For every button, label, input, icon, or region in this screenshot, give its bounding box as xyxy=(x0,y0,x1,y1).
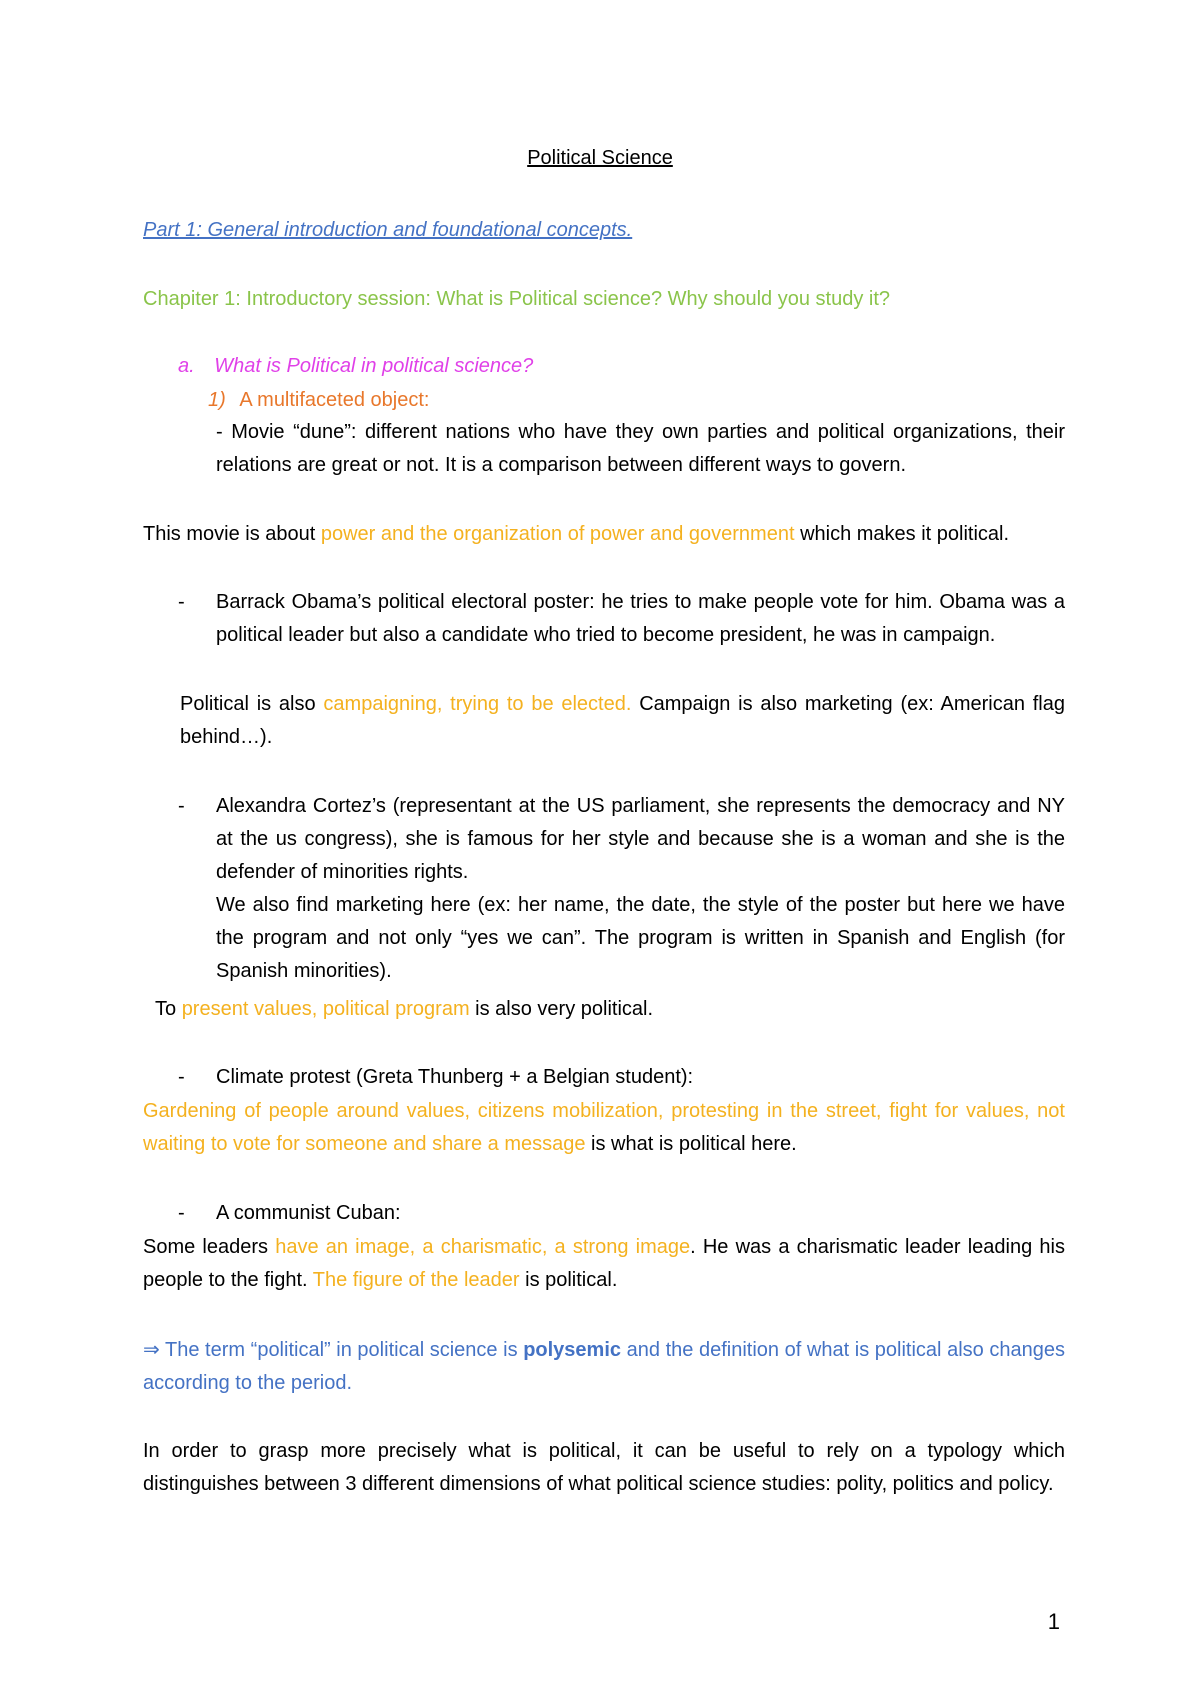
page-title: Political Science xyxy=(527,147,673,169)
cuban-item xyxy=(178,1197,1065,1230)
cuban-summary-post: is political. xyxy=(519,1269,618,1291)
cortez-summary-highlight: present values, political program xyxy=(181,998,470,1020)
chapter-heading: Chapiter 1: Introductory session: What is Political science? Why should you study it? xyxy=(143,288,891,310)
dune-summary-highlight: power and the organization of power and government xyxy=(320,523,795,545)
climate-text: Climate protest (Greta Thunberg + a Belgian student): xyxy=(216,1066,694,1088)
dune-paragraph: - Movie “dune”: different nations who have they own parties and political organizations, their relations are great or not. It is a comparison between different ways to govern. xyxy=(216,421,1065,476)
dune-summary xyxy=(143,518,1065,551)
obama-text: Barrack Obama’s political electoral poster: he tries to make people vote for him. Obama was a political leader but also a candidate who tried to become president, he was in campaign. xyxy=(216,591,1065,646)
section-a-heading xyxy=(178,350,533,383)
conclusion-paragraph xyxy=(143,1334,1065,1400)
subsection-1-heading xyxy=(208,384,429,417)
obama-summary xyxy=(180,688,1065,754)
section-a-marker: a. xyxy=(178,355,195,377)
climate-dash: - xyxy=(178,1066,185,1088)
cortez-text: Alexandra Cortez’s (representant at the US parliament, she represents the democracy and NY at the us congress), she is famous for her style and because she is a woman and she is the defender of minorities rights. xyxy=(216,795,1065,883)
obama-summary-post: Campaign is also marketing (ex: American flag behind…). xyxy=(180,693,1065,748)
cuban-summary-mid: . He was a charismatic leader leading his people to the fight. xyxy=(143,1236,1065,1291)
cuban-summary xyxy=(143,1231,1065,1297)
cortez-summary-pre: To xyxy=(155,998,182,1020)
climate-summary-post: is what is political here. xyxy=(585,1133,797,1155)
cuban-summary-highlight: have an image, a charismatic, a strong image xyxy=(275,1236,691,1258)
cuban-dash: - xyxy=(178,1202,185,1224)
part-heading: Part 1: General introduction and foundational concepts. xyxy=(143,219,633,241)
cuban-summary-highlight-2: The figure of the leader xyxy=(312,1269,520,1291)
subsection-1-marker: 1) xyxy=(208,389,226,411)
cortez-summary-post: is also very political. xyxy=(469,998,654,1020)
climate-item xyxy=(178,1061,1065,1094)
conclusion-bold: polysemic xyxy=(523,1339,622,1361)
climate-summary-highlight: Gardening of people around values, citizens mobilization, protesting in the street, fight for values, not waiting to vote for someone and share a message xyxy=(143,1100,1065,1155)
dune-summary-pre: This movie is about xyxy=(143,523,321,545)
obama-dash: - xyxy=(178,591,185,613)
arrow-icon: ⇒ xyxy=(143,1339,160,1361)
climate-summary xyxy=(143,1095,1065,1161)
obama-summary-pre: Political is also xyxy=(180,693,324,715)
dune-summary-post: which makes it political. xyxy=(794,523,1010,545)
cortez-text-2: We also find marketing here (ex: her name, the date, the style of the poster but here we have the program and not only “yes we can”. The program is written in Spanish and English (for Spanish minorities). xyxy=(216,894,1065,982)
obama-summary-highlight: campaigning, trying to be elected. xyxy=(323,693,632,715)
closing-paragraph: In order to grasp more precisely what is political, it can be useful to rely on a typology which distinguishes between 3 different dimensions of what political science studies: polity, politics and policy. xyxy=(143,1440,1065,1495)
conclusion-pre: The term “political” in political science is xyxy=(159,1339,524,1361)
obama-item xyxy=(178,586,1065,652)
cortez-item xyxy=(178,790,1065,988)
cortez-dash: - xyxy=(178,795,185,817)
cuban-text: A communist Cuban: xyxy=(216,1202,401,1224)
cortez-summary xyxy=(155,993,653,1026)
conclusion-post: and the definition of what is political also changes according to the period. xyxy=(143,1339,1065,1394)
section-a-text: What is Political in political science? xyxy=(214,355,534,377)
page-number: 1 xyxy=(1047,1609,1060,1634)
cuban-summary-pre: Some leaders xyxy=(143,1236,276,1258)
subsection-1-text: A multifaceted object: xyxy=(239,389,430,411)
